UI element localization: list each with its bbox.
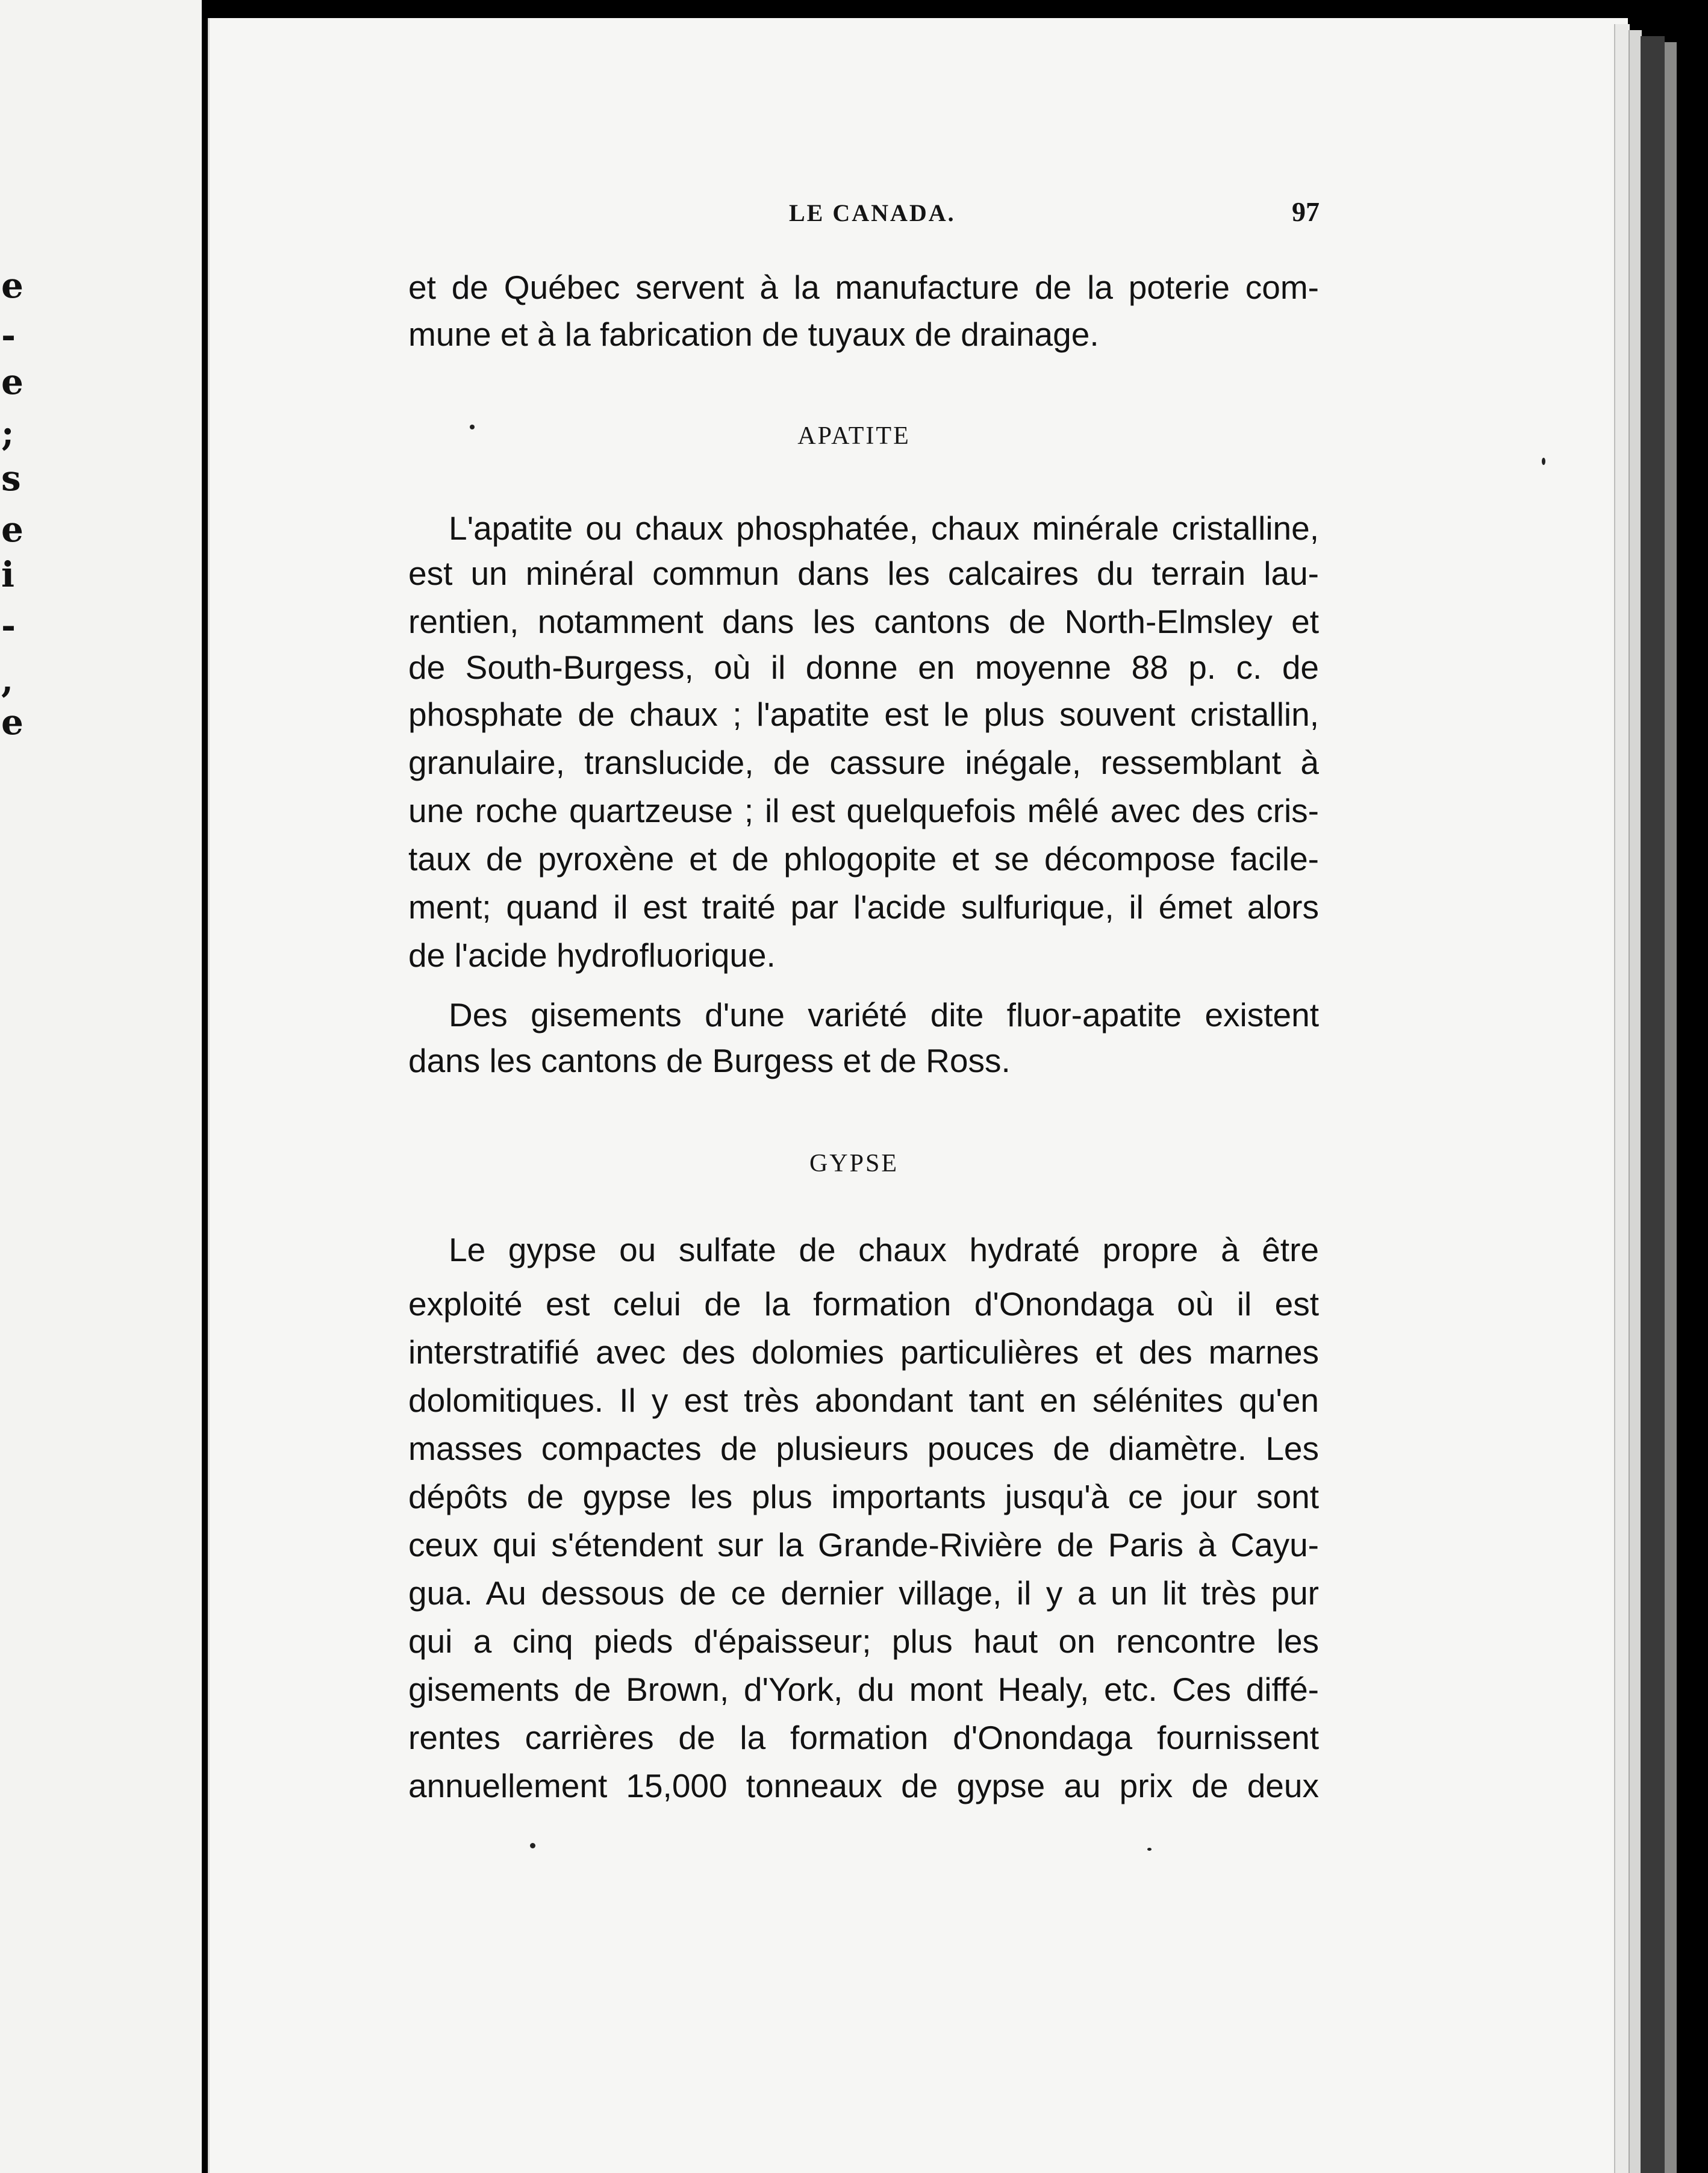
left-margin-glyph: - bbox=[1, 605, 16, 646]
text-line: dans les cantons de Burgess et de Ross. bbox=[408, 1042, 1011, 1079]
text-line: gisements de Brown, d'York, du mont Healy, etc. Ces diffé- bbox=[408, 1671, 1319, 1708]
left-margin-glyph: - bbox=[1, 315, 16, 356]
left-margin-glyph: s bbox=[1, 458, 21, 499]
page-edge bbox=[1629, 30, 1642, 2173]
left-margin-glyph: e bbox=[1, 702, 23, 743]
text-line: une roche quartzeuse ; il est quelquefois mêlé avec des cris- bbox=[408, 792, 1319, 829]
text-line: masses compactes de plusieurs pouces de diamètre. Les bbox=[408, 1430, 1319, 1467]
page-edge bbox=[1614, 24, 1630, 2173]
scan-speck bbox=[1542, 458, 1545, 465]
left-margin-glyph: e bbox=[1, 361, 23, 402]
left-margin-glyph: ; bbox=[1, 413, 14, 454]
left-margin-glyph: e bbox=[1, 265, 23, 306]
text-line: de l'acide hydrofluorique. bbox=[408, 937, 776, 974]
text-line: mune et à la fabrication de tuyaux de drainage. bbox=[408, 316, 1099, 353]
page-edge bbox=[1665, 42, 1677, 2173]
scan-speck bbox=[1147, 1848, 1152, 1851]
scan-speck bbox=[530, 1843, 535, 1848]
text-line: dolomitiques. Il y est très abondant tant en sélénites qu'en bbox=[408, 1382, 1319, 1419]
text-line: Des gisements d'une variété dite fluor-apatite existent bbox=[449, 996, 1319, 1034]
text-line: et de Québec servent à la manufacture de la poterie com- bbox=[408, 269, 1319, 306]
text-line: taux de pyroxène et de phlogopite et se décompose facile- bbox=[408, 840, 1319, 878]
text-line: gua. Au dessous de ce dernier village, il y a un lit très pur bbox=[408, 1574, 1319, 1612]
text-line: Le gypse ou sulfate de chaux hydraté propre à être bbox=[449, 1231, 1319, 1268]
running-head: LE CANADA. bbox=[789, 199, 956, 226]
scan-speck bbox=[470, 425, 475, 429]
text-line: L'apatite ou chaux phosphatée, chaux minérale cristalline, bbox=[449, 510, 1319, 547]
left-margin-glyph: , bbox=[1, 659, 14, 700]
text-line: qui a cinq pieds d'épaisseur; plus haut on rencontre les bbox=[408, 1623, 1319, 1660]
page-edge bbox=[1641, 36, 1665, 2173]
text-line: ment; quand il est traité par l'acide sulfurique, il émet alors bbox=[408, 888, 1319, 926]
left-margin-glyph: i bbox=[1, 554, 15, 595]
left-margin-glyph: e bbox=[1, 509, 23, 550]
text-line: rentes carrières de la formation d'Onondaga fournissent bbox=[408, 1719, 1319, 1756]
text-line: granulaire, translucide, de cassure inégale, ressemblant à bbox=[408, 744, 1319, 781]
text-line: de South-Burgess, où il donne en moyenne 88 p. c. de bbox=[408, 649, 1319, 686]
facing-page-left bbox=[0, 0, 202, 2173]
text-line: exploité est celui de la formation d'Onondaga où il est bbox=[408, 1285, 1319, 1323]
text-line: dépôts de gypse les plus importants jusqu'à ce jour sont bbox=[408, 1478, 1319, 1515]
text-line: annuellement 15,000 tonneaux de gypse au prix de deux bbox=[408, 1767, 1319, 1804]
text-line: rentien, notamment dans les cantons de North-Elmsley et bbox=[408, 603, 1319, 640]
section-heading-apatite: APATITE bbox=[797, 422, 911, 450]
text-line: phosphate de chaux ; l'apatite est le plus souvent cristallin, bbox=[408, 696, 1319, 733]
text-line: est un minéral commun dans les calcaires du terrain lau- bbox=[408, 555, 1319, 592]
text-line: ceux qui s'étendent sur la Grande-Rivière de Paris à Cayu- bbox=[408, 1526, 1319, 1564]
page-number: 97 bbox=[1292, 196, 1320, 227]
section-heading-gypse: GYPSE bbox=[809, 1150, 899, 1177]
text-line: interstratifié avec des dolomies particulières et des marnes bbox=[408, 1333, 1319, 1371]
